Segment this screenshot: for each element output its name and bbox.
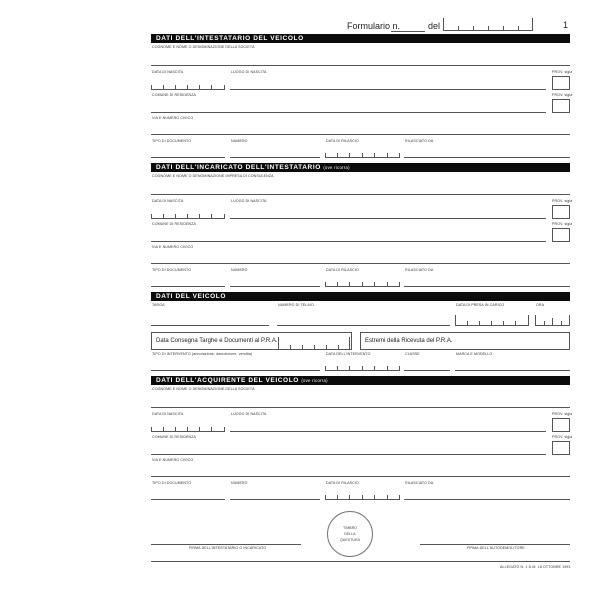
field-prov-3b[interactable] <box>552 441 570 455</box>
label-comune-residenza-3: COMUNE DI RESIDENZA <box>152 435 197 439</box>
field-data-nascita-1[interactable] <box>151 77 225 90</box>
field-targa[interactable] <box>151 325 269 326</box>
estremi-ricevuta-label: Estremi della Ricevuta del P.R.A. <box>365 338 453 344</box>
label-data-rilascio-1: DATA DI RILASCIO <box>326 139 359 143</box>
signature-line-intestatario[interactable] <box>151 544 301 545</box>
field-prov-1b[interactable] <box>552 99 570 113</box>
field-numero-2[interactable] <box>230 286 320 287</box>
field-cognome-nome-3[interactable] <box>151 407 570 408</box>
label-data-nascita-3: DATA DI NASCITA <box>152 412 184 416</box>
field-data-consegna[interactable] <box>278 337 350 350</box>
questura-stamp-circle <box>327 511 373 557</box>
label-rilasciato-da-2: RILASCIATO DA <box>405 268 434 272</box>
label-via-2: VIA E NUMERO CIVICO <box>152 245 194 249</box>
label-cognome-nome-3: COGNOME E NOME O DENOMINAZIONE DELLA SOCIETÀ <box>152 387 255 391</box>
label-prov-3b: PROV. sigla <box>552 435 573 439</box>
field-rilasciato-da-2[interactable] <box>404 286 570 287</box>
label-numero-3: NUMERO <box>231 481 248 485</box>
label-data-nascita-1: DATA DI NASCITA <box>152 70 184 74</box>
label-data-nascita-2: DATA DI NASCITA <box>152 199 184 203</box>
label-tipo-documento-2: TIPO DI DOCUMENTO <box>152 268 192 272</box>
formulario-date-field[interactable] <box>443 18 533 31</box>
label-tipo-intervento: TIPO DI INTERVENTO (annotazione, demolizione, vendita) <box>152 352 253 356</box>
field-prov-3[interactable] <box>552 418 570 432</box>
field-comune-residenza-2[interactable] <box>151 241 546 242</box>
label-cognome-nome-1: COGNOME E NOME O DENOMINAZIONE DELLA SOCIETÀ <box>152 45 255 49</box>
signature-line-autodemolitore[interactable] <box>420 544 570 545</box>
field-luogo-nascita-1[interactable] <box>230 89 546 90</box>
field-comune-residenza-1[interactable] <box>151 112 546 113</box>
label-luogo-nascita-2: LUOGO DI NASCITA <box>231 199 267 203</box>
section-header-incaricato: DATI DELL'INCARICATO DELL'INTESTATARIO (ove ricorra) <box>151 163 570 172</box>
label-prov-3: PROV. sigla <box>552 412 573 416</box>
field-prov-2[interactable] <box>552 205 570 219</box>
label-data-presa-carico: DATA DI PRESA IN CARICO <box>456 303 505 307</box>
label-data-intervento: DATA DELL'INTERVENTO <box>326 352 371 356</box>
field-via-2[interactable] <box>151 263 570 264</box>
field-data-rilascio-2[interactable] <box>325 274 400 287</box>
label-tipo-documento-1: TIPO DI DOCUMENTO <box>152 139 192 143</box>
label-rilasciato-da-1: RILASCIATO DA <box>405 139 434 143</box>
formulario-label: Formulario n. <box>347 21 401 31</box>
field-numero-3[interactable] <box>230 499 320 500</box>
label-numero-telaio: NUMERO DI TELAIO <box>278 303 314 307</box>
label-marca-modello: MARCA E MODELLO <box>456 352 493 356</box>
label-numero-2: NUMERO <box>231 268 248 272</box>
field-marca-modello[interactable] <box>455 370 570 371</box>
field-tipo-documento-2[interactable] <box>151 286 225 287</box>
box-estremi-ricevuta[interactable] <box>360 332 570 350</box>
label-prov-1b: PROV. sigla <box>552 93 573 97</box>
field-tipo-documento-1[interactable] <box>151 157 225 158</box>
stamp-line-2: DELLA <box>344 532 356 536</box>
stamp-line-3: QUESTURA <box>340 538 360 542</box>
section-header-acquirente: DATI DELL'ACQUIRENTE DEL VEICOLO (ove ricorra) <box>151 376 570 385</box>
field-numero-1[interactable] <box>230 157 320 158</box>
stamp-line-1: TIMBRO <box>343 526 357 530</box>
field-tipo-intervento[interactable] <box>151 370 320 371</box>
field-prov-2b[interactable] <box>552 228 570 242</box>
field-data-rilascio-1[interactable] <box>325 145 400 158</box>
label-ora: ORA <box>536 303 545 307</box>
field-data-intervento[interactable] <box>325 358 400 371</box>
field-data-nascita-2[interactable] <box>151 206 225 219</box>
label-prov-2b: PROV. sigla <box>552 222 573 226</box>
label-numero-1: NUMERO <box>231 139 248 143</box>
label-cognome-nome-2: COGNOME E NOME O DENOMINAZIONE IMPRESA DI CONSULENZA <box>152 174 274 178</box>
label-prov-1: PROV. sigla <box>552 70 573 74</box>
label-prov-2: PROV. sigla <box>552 199 573 203</box>
page-number: 1 <box>563 20 569 30</box>
label-luogo-nascita-3: LUOGO DI NASCITA <box>231 412 267 416</box>
field-rilasciato-da-1[interactable] <box>404 157 570 158</box>
field-data-rilascio-3[interactable] <box>325 487 400 500</box>
label-luogo-nascita-1: LUOGO DI NASCITA <box>231 70 267 74</box>
field-data-presa-carico[interactable] <box>455 313 529 326</box>
data-consegna-label: Data Consegna Targhe e Documenti al P.R.A. <box>156 338 278 344</box>
field-luogo-nascita-2[interactable] <box>230 218 546 219</box>
formulario-number-line[interactable] <box>391 31 425 32</box>
label-data-rilascio-3: DATA DI RILASCIO <box>326 481 359 485</box>
field-ora[interactable] <box>535 313 570 326</box>
field-classe[interactable] <box>404 370 450 371</box>
label-targa: TARGA <box>152 303 165 307</box>
field-data-nascita-3[interactable] <box>151 419 225 432</box>
label-comune-residenza-2: COMUNE DI RESIDENZA <box>152 222 197 226</box>
label-tipo-documento-3: TIPO DI DOCUMENTO <box>152 481 192 485</box>
section-header-veicolo: DATI DEL VEICOLO <box>151 292 570 301</box>
firma-autodemolitore-label: FIRMA DELL'AUTODEMOLITORE <box>467 546 525 550</box>
field-via-3[interactable] <box>151 476 570 477</box>
field-cognome-nome-1[interactable] <box>151 65 570 66</box>
field-numero-telaio[interactable] <box>277 325 450 326</box>
firma-intestatario-label: FIRMA DELL'INTESTATARIO O INCARICATO <box>189 546 267 550</box>
box-data-consegna[interactable] <box>151 332 352 350</box>
field-rilasciato-da-3[interactable] <box>404 499 570 500</box>
field-prov-1[interactable] <box>552 76 570 90</box>
section-header-intestatario: DATI DELL'INTESTATARIO DEL VEICOLO <box>151 34 570 43</box>
label-via-3: VIA E NUMERO CIVICO <box>152 458 194 462</box>
label-comune-residenza-1: COMUNE DI RESIDENZA <box>152 93 197 97</box>
allegato-label: ALLEGATO N. 1 D.M. 18 OTTOBRE 1993 <box>500 565 571 569</box>
field-comune-residenza-3[interactable] <box>151 454 546 455</box>
field-luogo-nascita-3[interactable] <box>230 431 546 432</box>
footer-rule <box>151 561 570 562</box>
del-label: del <box>428 21 441 31</box>
label-classe: CLASSE <box>405 352 420 356</box>
label-via-1: VIA E NUMERO CIVICO <box>152 116 194 120</box>
label-data-rilascio-2: DATA DI RILASCIO <box>326 268 359 272</box>
field-tipo-documento-3[interactable] <box>151 499 225 500</box>
label-rilasciato-da-3: RILASCIATO DA <box>405 481 434 485</box>
field-cognome-nome-2[interactable] <box>151 194 570 195</box>
field-via-1[interactable] <box>151 134 570 135</box>
